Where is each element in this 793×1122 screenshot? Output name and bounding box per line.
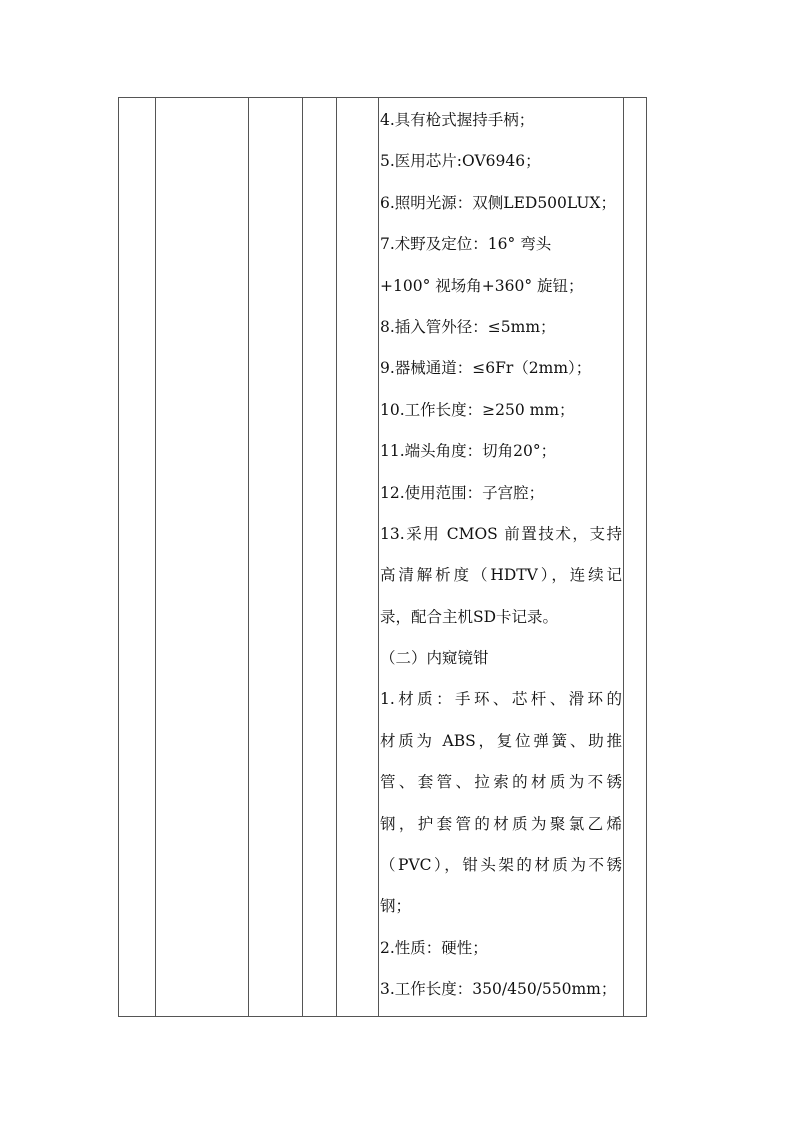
spec-line: 材质为 ABS，复位弹簧、助推: [380, 731, 622, 750]
spec-line: 3.工作长度：350/450/550mm；: [380, 980, 617, 999]
spec-line: +100° 视场角+360° 旋钮；: [380, 276, 584, 295]
section-heading: （二）内窥镜钳: [380, 649, 489, 668]
column-divider: [155, 98, 156, 1016]
spec-line: 12.使用范围：子宫腔；: [380, 483, 545, 502]
spec-cell: [380, 100, 622, 1011]
spec-line: 管、套管、拉索的材质为不锈: [380, 773, 622, 792]
spec-line: 9.器械通道：≤6Fr（2mm）；: [380, 359, 592, 378]
spec-line: 2.性质：硬性；: [380, 938, 488, 957]
spec-line: 10.工作长度：≥250 mm；: [380, 400, 575, 419]
column-divider: [248, 98, 249, 1016]
spec-line: 8.插入管外径：≤5mm；: [380, 317, 556, 336]
spec-line: 录，配合主机SD卡记录。: [380, 607, 559, 626]
spec-line: 11.端头角度：切角20°；: [380, 442, 557, 461]
spec-line: 高清解析度（HDTV），连续记: [380, 566, 622, 585]
spec-line: 钢，护套管的材质为聚氯乙烯: [380, 814, 622, 833]
column-divider: [623, 98, 624, 1016]
spec-line: 4.具有枪式握持手柄；: [380, 111, 535, 129]
spec-line: 钢；: [380, 897, 412, 916]
spec-line: 6.照明光源：双侧LED500LUX；: [380, 193, 616, 212]
spec-line: 13.采用 CMOS 前置技术，支持: [380, 524, 622, 543]
spec-line: 1.材质：手环、芯杆、滑环的: [380, 690, 622, 709]
column-divider: [302, 98, 303, 1016]
spec-line: 7.术野及定位：16° 弯头: [380, 235, 552, 254]
spec-line: （PVC），钳头架的材质为不锈: [380, 856, 622, 875]
spec-line: 5.医用芯片:OV6946；: [380, 152, 541, 171]
column-divider: [336, 98, 337, 1016]
column-divider: [378, 98, 379, 1016]
